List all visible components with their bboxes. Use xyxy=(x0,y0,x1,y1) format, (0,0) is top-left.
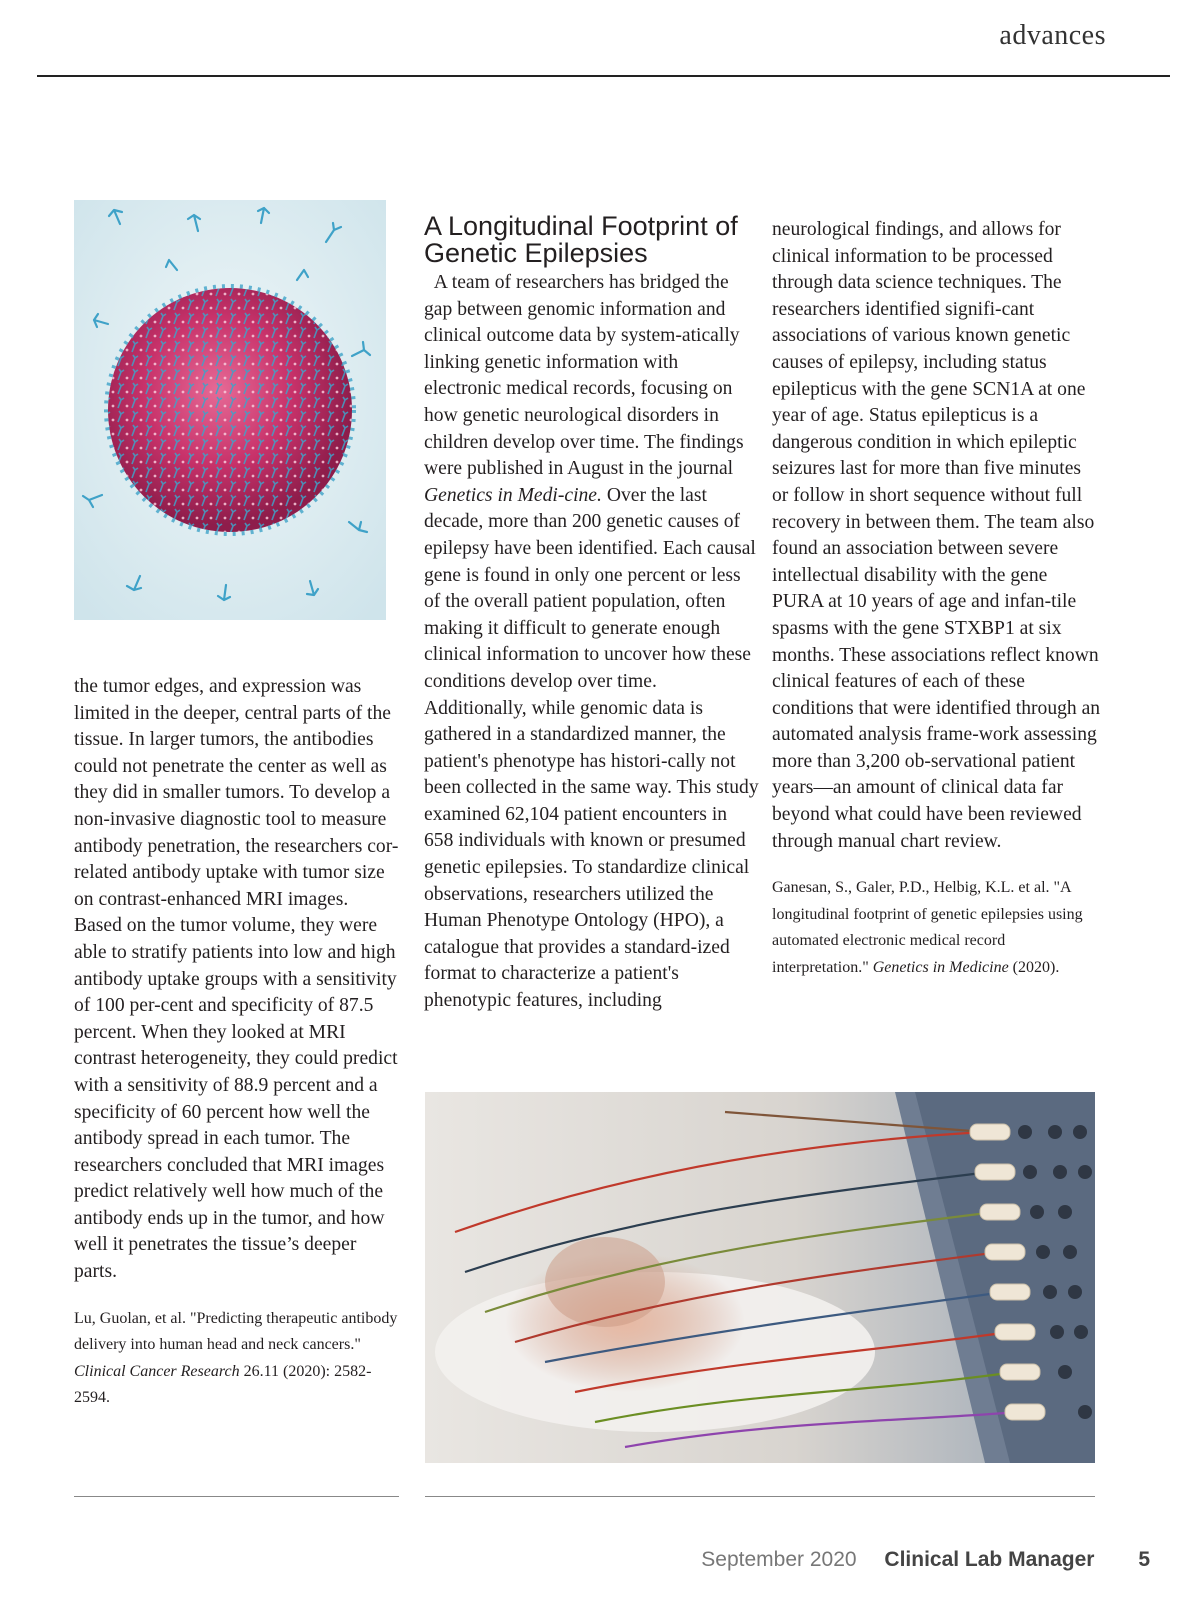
article-reference-journal: Genetics in Medicine xyxy=(872,958,1009,976)
left-paragraph: the tumor edges, and expression was limited in the deeper, central parts of the tissue. In larger tumors, the antibodies could not penetrate the center as well as they did in smaller tumors. To develop a non-invasive diagnostic tool to measure antibody penetration, the researchers cor-related antibody uptake with tumor size on contrast-enhanced MRI images. Based on the tumor volume, they were able to stratify patients into low and high antibody uptake groups with a sensitivity of 100 per-cent and specificity of 87.5 percent. When they looked at MRI contrast heterogeneity, they could predict with a sensitivity of 88.9 percent and a specificity of 60 percent how well the antibody spread in each tumor. The researchers concluded that MRI images predict relatively well how much of the antibody ends up in the tumor, and how well it penetrates the tissue’s deeper parts. xyxy=(74,676,399,1283)
article-body-2: Over the last decade, more than 200 genetic causes of epilepsy have been identified. Each causal gene is found in only one percent or less of the overall patient population, often making it difficult to generate enough clinical information to uncover how these conditions develop over time. Additionally, while genomic data is gathered in a standardized manner, the patient's phenotype has histori-cally not been collected in the same way. This study examined 62,104 patient encounters in 658 individuals with known or presumed genetic epilepsies. To standardize clinical observations, researchers utilized the Human Phenotype Ontology (HPO), a catalogue that provides a standard-ized format to characterize a patient's phenotypic features, including xyxy=(424,484,759,1012)
article-column-main xyxy=(424,213,759,1015)
left-reference xyxy=(74,1306,399,1412)
article-body-3: neurological findings, and allows for clinical information to be processed through data science techniques. The researchers identified signifi-cant associations of various known genetic causes of epilepsy, including status epilepticus with the gene SCN1A at one year of age. Status epilepticus is a dangerous condition in which epileptic seizures last for more than five minutes or follow in short sequence without full recovery in between them. The team also found an association between severe intellectual disability with the gene PURA at 10 years of age and infan-tile spasms with the gene STXBP1 at six months. These associations reflect known clinical features of each of these conditions that were identified through an automated analysis frame-work assessing more than 3,200 ob-servational patient years—an amount of clinical data far beyond what could have been reviewed through manual chart review. xyxy=(772,219,1101,852)
eeg-electrodes-photo xyxy=(425,1092,1095,1463)
article-title: A Longitudinal Footprint of Genetic Epilepsies xyxy=(424,211,738,268)
left-reference-journal: Clinical Cancer Research xyxy=(74,1362,240,1380)
left-reference-authors: Lu, Guolan, et al. "Predicting therapeutic antibody delivery into human head and neck cancers." xyxy=(74,1309,398,1354)
article-column-continued xyxy=(772,217,1102,981)
virus-antibody-photo xyxy=(74,200,386,620)
article-reference-details: (2020). xyxy=(1012,958,1060,976)
article-body-1 xyxy=(424,270,759,1015)
footer-page-number: 5 xyxy=(1138,1548,1150,1571)
article-bottom-rule xyxy=(425,1496,1095,1497)
left-column-bottom-rule xyxy=(74,1496,399,1497)
header-rule xyxy=(37,75,1170,77)
footer-magazine-name: Clinical Lab Manager xyxy=(884,1548,1095,1571)
left-reference-details: 26.11 (2020): 2582-2594. xyxy=(74,1362,372,1407)
article-body-1-text: A team of researchers has bridged the gap between genomic information and clinical outcome data by system-atically linking genetic information with electronic medical records, focusing on how genetic neurological disorders in children develop over time. The findings were published in August in the journal xyxy=(424,272,744,480)
page-footer xyxy=(701,1548,1150,1572)
section-label: advances xyxy=(999,20,1106,51)
article-reference-authors: Ganesan, S., Galer, P.D., Helbig, K.L. et al. "A longitudinal footprint of genetic epilepsies using automated electronic medical record interpretation." xyxy=(772,879,1083,976)
footer-date: September 2020 xyxy=(701,1548,857,1571)
left-column xyxy=(74,674,399,1412)
article-journal-inline: Genetics in Medi-cine. xyxy=(424,484,602,506)
article-reference xyxy=(772,875,1102,981)
